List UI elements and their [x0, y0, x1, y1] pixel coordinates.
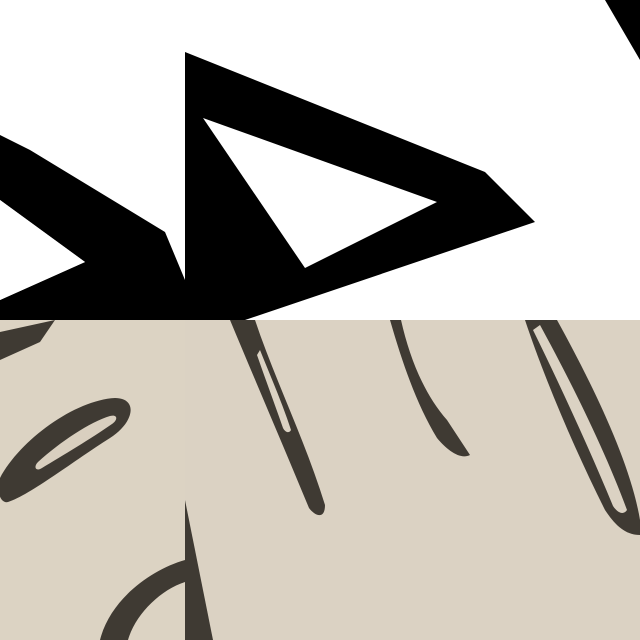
tile-top-right-triangle — [185, 0, 640, 320]
triangle-outline — [185, 0, 640, 320]
wood-shadow-right — [185, 320, 640, 640]
tile-top-left-triangle-crop — [0, 0, 185, 320]
triangle-crop-left — [0, 0, 185, 320]
wood-shadow-left — [0, 320, 185, 640]
tile-bottom-right-wood — [185, 320, 640, 640]
tile-bottom-left-wood — [0, 320, 185, 640]
